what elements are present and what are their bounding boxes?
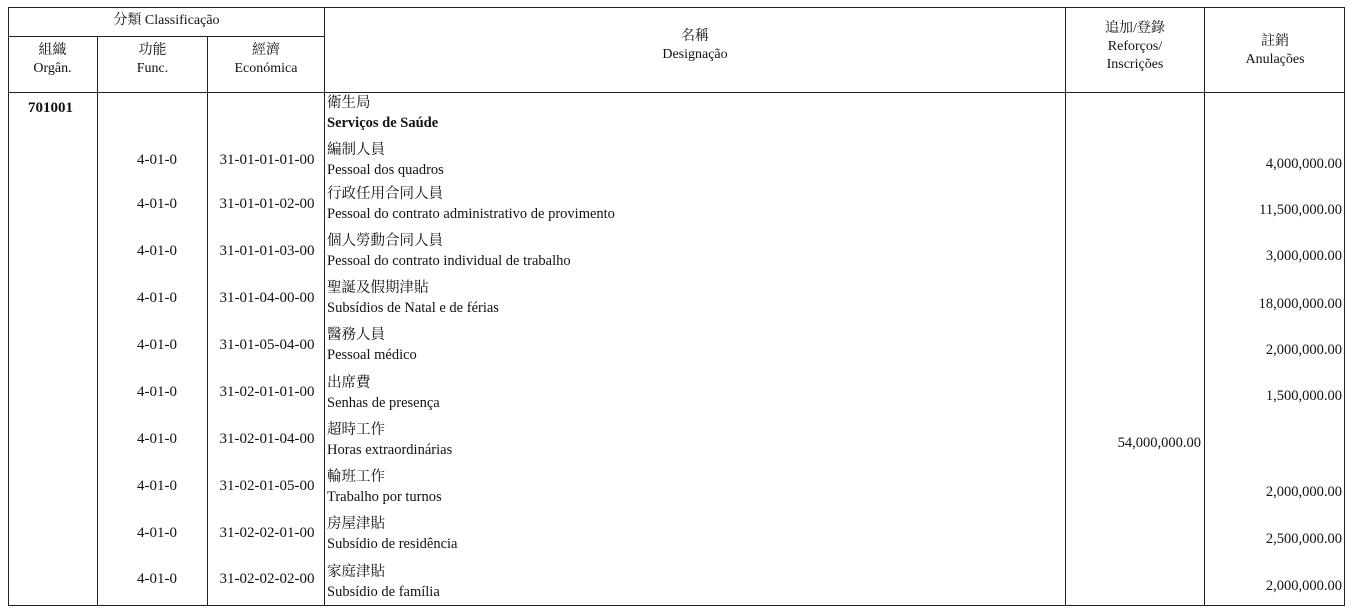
designation-pt: Pessoal médico (327, 347, 417, 363)
anulacao-amount: 1,500,000.00 (1265, 388, 1342, 404)
entity-name-pt: Serviços de Saúde (327, 115, 439, 131)
anulacao-amount: 2,500,000.00 (1265, 531, 1342, 547)
header-organica-zh: 組織 (38, 43, 67, 58)
func-code: 4-01-0 (137, 571, 177, 587)
designation-zh: 聖誕及假期津貼 (327, 280, 429, 296)
header-organica-pt: Orgân. (33, 61, 72, 76)
designation-zh: 超時工作 (327, 422, 385, 438)
econ-code: 31-02-01-04-00 (219, 431, 315, 447)
header-anulacoes (1205, 33, 1345, 69)
column-divider (1065, 7, 1066, 606)
designation-zh: 輪班工作 (327, 469, 385, 485)
designation-pt: Subsídio de família (327, 584, 440, 600)
header-funcional (98, 42, 207, 78)
econ-code: 31-02-01-05-00 (219, 478, 315, 494)
econ-code: 31-02-02-01-00 (219, 525, 315, 541)
header-reforcos-zh: 追加/登錄 (1105, 21, 1165, 36)
designation-zh: 醫務人員 (327, 327, 385, 343)
designation (327, 231, 1062, 271)
econ-code: 31-01-05-04-00 (219, 337, 315, 353)
header-designacao (325, 28, 1065, 64)
func-code: 4-01-0 (137, 152, 177, 168)
designation-pt: Subsídio de residência (327, 536, 458, 552)
designation-pt: Subsídios de Natal e de férias (327, 300, 499, 316)
header-classificacao: 分類 Classificação (113, 13, 220, 28)
func-code: 4-01-0 (137, 525, 177, 541)
func-code: 4-01-0 (137, 478, 177, 494)
designation (327, 373, 1062, 413)
entity-designation (327, 93, 1062, 133)
anulacao-amount: 2,000,000.00 (1265, 578, 1342, 594)
designation-pt: Trabalho por turnos (327, 489, 442, 505)
anulacao-amount: 4,000,000.00 (1265, 156, 1342, 172)
func-code: 4-01-0 (137, 384, 177, 400)
header-reforcos-pt1: Reforços/ (1107, 39, 1163, 54)
header-anulacoes-zh: 註銷 (1261, 34, 1289, 49)
designation-zh: 出席費 (327, 375, 371, 391)
designation (327, 278, 1062, 318)
header-economica-zh: 經濟 (252, 43, 280, 58)
header-designacao-zh: 名稱 (681, 29, 709, 44)
header-sub-rule (8, 36, 325, 37)
header-economica-pt: Económica (234, 61, 298, 76)
anulacao-amount: 3,000,000.00 (1265, 248, 1342, 264)
func-code: 4-01-0 (137, 290, 177, 306)
func-code: 4-01-0 (137, 337, 177, 353)
designation-zh: 家庭津貼 (327, 564, 385, 580)
reforco-amount: 54,000,000.00 (1117, 435, 1201, 451)
func-code: 4-01-0 (137, 196, 177, 212)
func-code: 4-01-0 (137, 243, 177, 259)
column-divider (207, 37, 208, 606)
designation-pt: Senhas de presença (327, 395, 440, 411)
anulacao-amount: 2,000,000.00 (1265, 342, 1342, 358)
anulacao-amount: 18,000,000.00 (1258, 296, 1342, 312)
column-divider (1204, 7, 1205, 606)
header-economica (208, 42, 324, 78)
designation-pt: Pessoal do contrato individual de trabalho (327, 253, 571, 269)
designation (327, 325, 1062, 365)
econ-code: 31-01-01-03-00 (219, 243, 315, 259)
header-organica (8, 42, 97, 78)
func-code: 4-01-0 (137, 431, 177, 447)
designation (327, 562, 1062, 602)
designation (327, 420, 1062, 460)
header-reforcos-pt2: Inscrições (1106, 57, 1164, 72)
anulacao-amount: 2,000,000.00 (1265, 484, 1342, 500)
header-anulacoes-pt: Anulações (1245, 52, 1305, 67)
column-divider (97, 37, 98, 606)
header-reforcos (1066, 20, 1204, 74)
designation-zh: 個人勞動合同人員 (327, 233, 443, 249)
designation-zh: 編制人員 (327, 142, 385, 158)
econ-code: 31-01-04-00-00 (219, 290, 315, 306)
designation-pt: Pessoal do contrato administrativo de provimento (327, 206, 615, 222)
econ-code: 31-01-01-01-00 (219, 152, 315, 168)
entity-name-zh: 衛生局 (327, 95, 371, 111)
designation-zh: 行政任用合同人員 (327, 186, 443, 202)
organic-code: 701001 (28, 100, 73, 116)
designation (327, 140, 1062, 180)
anulacao-amount: 11,500,000.00 (1259, 202, 1342, 218)
econ-code: 31-01-01-02-00 (219, 196, 315, 212)
designation-pt: Pessoal dos quadros (327, 162, 444, 178)
designation-pt: Horas extraordinárias (327, 442, 453, 458)
designation (327, 184, 1062, 224)
designation-zh: 房屋津貼 (327, 516, 385, 532)
designation (327, 514, 1062, 554)
econ-code: 31-02-02-02-00 (219, 571, 315, 587)
header-designacao-pt: Designação (662, 47, 728, 62)
designation (327, 467, 1062, 507)
econ-code: 31-02-01-01-00 (219, 384, 315, 400)
header-funcional-pt: Func. (136, 61, 169, 76)
header-funcional-zh: 功能 (138, 43, 167, 58)
